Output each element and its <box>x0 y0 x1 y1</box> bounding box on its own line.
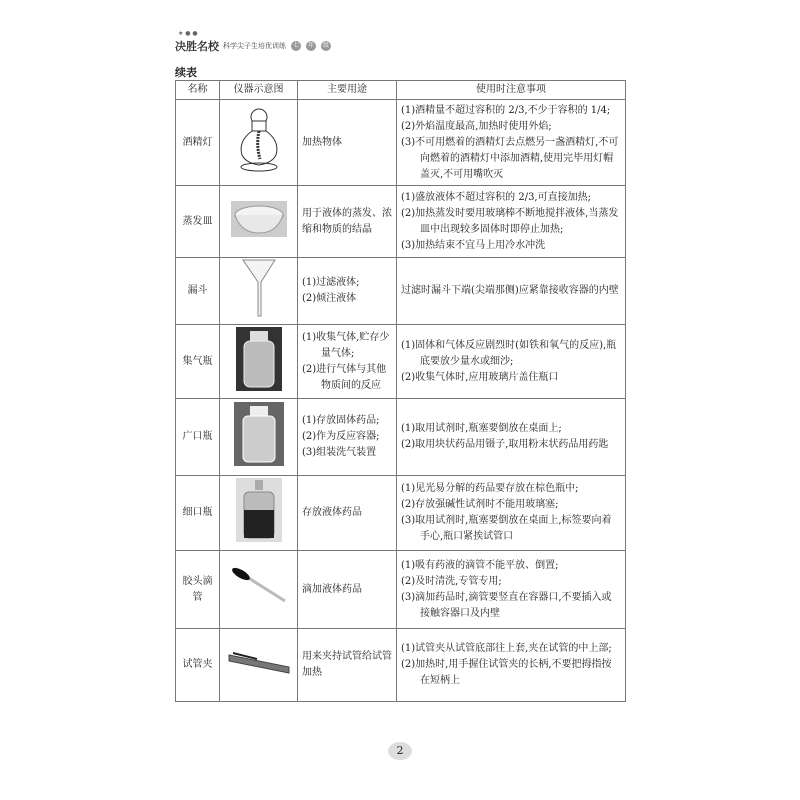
use-line: (1)收集气体,贮存少量气体; <box>302 331 390 359</box>
precautions-cell <box>397 551 626 629</box>
dropper-icon <box>220 551 298 629</box>
table-row <box>176 186 626 258</box>
alcohol-lamp-icon <box>220 100 298 186</box>
note-line: (3)加热结束不宜马上用冷水冲洗 <box>401 239 546 251</box>
table-row <box>176 399 626 476</box>
table-row <box>176 258 626 325</box>
note-line: 过滤时漏斗下端(尖端那侧)应紧靠接收容器的内壁 <box>401 285 619 296</box>
instrument-name: 胶头滴管 <box>176 551 220 629</box>
use-line: 加热物体 <box>302 136 342 148</box>
evaporating-dish-icon <box>220 186 298 258</box>
precautions-cell <box>397 399 626 476</box>
use-line: (1)存放固体药品; <box>302 415 380 426</box>
precautions-cell <box>397 325 626 399</box>
note-line: (1)盛放液体不超过容积的 2/3,可直接加热; <box>401 191 591 203</box>
precautions-cell <box>397 629 626 702</box>
wide-mouth-bottle-icon <box>220 399 298 476</box>
note-line: (3)滴加药品时,滴管要竖直在容器口,不要插入或接触容器口及内壁 <box>401 591 612 619</box>
brand-logo: 决胜名校 <box>175 40 219 53</box>
note-line: (2)取用块状药品用镊子,取用粉末状药品用药匙 <box>401 439 609 450</box>
grade-badge: 级 <box>322 42 329 49</box>
note-line: (2)加热时,用手握住试管夹的长柄,不要把拇指按在短柄上 <box>401 659 612 686</box>
column-header: 使用时注意事项 <box>397 81 626 100</box>
instrument-name: 细口瓶 <box>176 476 220 551</box>
use-line: (3)组装洗气装置 <box>302 447 377 458</box>
main-use-cell <box>298 629 397 702</box>
use-line: (2)进行气体与其他物质间的反应 <box>302 363 387 391</box>
test-tube-holder-icon <box>220 629 298 702</box>
instrument-name: 集气瓶 <box>176 325 220 399</box>
table-header-row <box>176 81 626 100</box>
precautions-cell <box>397 258 626 325</box>
column-header: 主要用途 <box>298 81 397 100</box>
main-use-cell <box>298 100 397 186</box>
instrument-name: 广口瓶 <box>176 399 220 476</box>
note-line: (3)取用试剂时,瓶塞要倒放在桌面上,标签要向着手心,瓶口紧挨试管口 <box>401 515 612 542</box>
page-header <box>175 38 331 54</box>
precautions-cell <box>397 186 626 258</box>
note-line: (1)吸有药液的滴管不能平放、倒置; <box>401 559 559 571</box>
use-line: (1)过滤液体; <box>302 277 360 288</box>
note-line: (2)外焰温度最高,加热时使用外焰; <box>401 120 552 132</box>
instrument-name: 蒸发皿 <box>176 186 220 258</box>
table-row <box>176 476 626 551</box>
note-line: (1)见光易分解的药品要存放在棕色瓶中; <box>401 483 579 494</box>
narrow-mouth-bottle-icon <box>220 476 298 551</box>
main-use-cell <box>298 476 397 551</box>
instrument-name: 酒精灯 <box>176 100 220 186</box>
note-line: (1)取用试剂时,瓶塞要倒放在桌面上; <box>401 423 562 434</box>
use-line: 滴加液体药品 <box>302 583 362 595</box>
note-line: (2)收集气体时,应用玻璃片盖住瓶口 <box>401 371 559 383</box>
table-row <box>176 551 626 629</box>
use-line: 用来夹持试管给试管加热 <box>302 651 392 678</box>
precautions-cell <box>397 476 626 551</box>
table-row <box>176 100 626 186</box>
column-header: 仪器示意图 <box>220 81 298 100</box>
use-line: 用于液体的蒸发、浓缩和物质的结晶 <box>302 207 392 235</box>
note-line: (1)试管夹从试管底部往上套,夹在试管的中上部; <box>401 643 612 654</box>
series-title: 科学尖子生培优训练 <box>223 42 286 50</box>
header-stars-decoration: ★ ● ● <box>178 30 198 37</box>
instrument-table <box>175 80 626 702</box>
column-header: 名称 <box>176 81 220 100</box>
instrument-name: 漏斗 <box>176 258 220 325</box>
note-line: (2)存放强碱性试剂时不能用玻璃塞; <box>401 499 559 510</box>
main-use-cell <box>298 399 397 476</box>
main-use-cell <box>298 325 397 399</box>
grade-badge: 七 <box>292 42 299 49</box>
page-number: 2 <box>388 742 412 760</box>
precautions-cell <box>397 100 626 186</box>
note-line: (2)加热蒸发时要用玻璃棒不断地搅拌液体,当蒸发皿中出现较多固体时即停止加热; <box>401 207 619 235</box>
main-use-cell <box>298 551 397 629</box>
note-line: (1)酒精量不超过容积的 2/3,不少于容积的 1/4; <box>401 104 611 116</box>
use-line: 存放液体药品 <box>302 507 362 518</box>
note-line: (2)及时清洗,专管专用; <box>401 575 502 587</box>
funnel-icon <box>220 258 298 325</box>
table-row <box>176 629 626 702</box>
main-use-cell <box>298 186 397 258</box>
main-use-cell <box>298 258 397 325</box>
continued-label: 续表 <box>175 66 197 79</box>
gas-jar-icon <box>220 325 298 399</box>
note-line: (1)固体和气体反应剧烈时(如铁和氧气的反应),瓶底要放少量水或细沙; <box>401 339 617 367</box>
note-line: (3)不可用燃着的酒精灯去点燃另一盏酒精灯,不可向燃着的酒精灯中添加酒精,使用完毕用灯帽盖灭,不可用嘴吹灭 <box>401 136 619 180</box>
use-line: (2)作为反应容器; <box>302 431 380 442</box>
use-line: (2)倾注液体 <box>302 293 357 304</box>
instrument-name: 试管夹 <box>176 629 220 702</box>
table-row <box>176 325 626 399</box>
grade-badge: 年 <box>307 42 314 49</box>
